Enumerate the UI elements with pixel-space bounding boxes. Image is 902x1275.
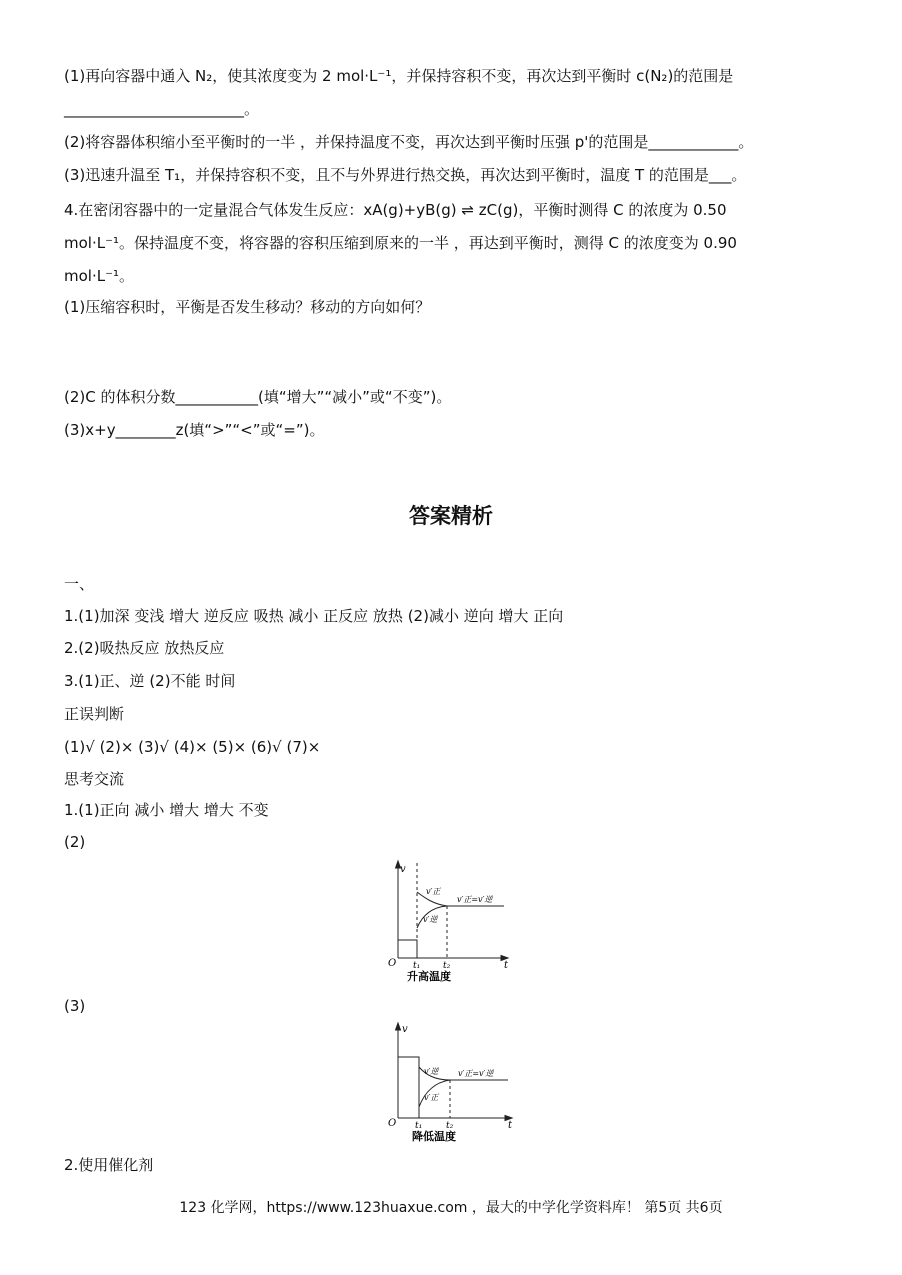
v-axis-label: v — [400, 864, 406, 875]
t2-label: t₂ — [443, 961, 451, 971]
t-axis-label: t — [508, 1120, 513, 1131]
t2-label: t₂ — [446, 1121, 454, 1131]
answer-section-1: 一、 — [64, 575, 95, 593]
question-4-stem-cont: mol·L⁻¹。保持温度不变，将容器的容积压缩到原来的一半 ，再达到平衡时，测得 C 的浓度变为 0.90 — [64, 234, 737, 252]
answer-1: 1.(1)加深 变浅 增大 逆反应 吸热 减小 正反应 放热 (2)减小 逆向 增大 正向 — [64, 607, 564, 625]
upper-curve-label: v′正 — [426, 887, 441, 896]
graph-caption: 降低温度 — [412, 1130, 456, 1143]
t1-label: t₁ — [415, 1121, 423, 1131]
question-4-stem: 4.在密闭容器中的一定量混合气体发生反应：xA(g)+yB(g) ⇌ zC(g)，平衡时测得 C 的浓度为 0.50 — [64, 201, 727, 219]
answer-section-title: 答案精析 — [409, 504, 493, 528]
think-answer-2: 2.使用催化剂 — [64, 1156, 154, 1174]
answer-blank: ________________________。 — [64, 100, 260, 118]
graph-caption: 升高温度 — [407, 970, 451, 983]
question-4-stem-end: mol·L⁻¹。 — [64, 267, 135, 285]
question-4-3: (3)x+y________z(填“>”“<”或“=”)。 — [64, 421, 325, 439]
think-answer-1: 1.(1)正向 减小 增大 增大 不变 — [64, 801, 269, 819]
page-footer: 123 化学网，https://www.123huaxue.com ，最大的中学化学资料库！ 第5页 共6页 — [179, 1200, 723, 1216]
question-3-1: (1)再向容器中通入 N₂，使其浓度变为 2 mol·L⁻¹，并保持容积不变，再次达到平衡时 c(N₂)的范围是 — [64, 67, 734, 85]
origin-label: O — [388, 958, 397, 969]
lower-curve-label: v′逆 — [423, 915, 438, 924]
section-think: 思考交流 — [64, 770, 125, 788]
equilibrium-label: v′正=v′逆 — [458, 1069, 494, 1078]
think-answer-2-label: (2) — [64, 833, 86, 851]
section-true-false: 正误判断 — [64, 705, 125, 723]
question-4-2: (2)C 的体积分数___________(填“增大”“减小”或“不变”)。 — [64, 388, 452, 406]
upper-curve-label: v′逆 — [424, 1067, 439, 1076]
true-false-answers: (1)√ (2)× (3)√ (4)× (5)× (6)√ (7)× — [64, 738, 321, 756]
t1-label: t₁ — [413, 961, 421, 971]
question-4-1: (1)压缩容积时，平衡是否发生移动？移动的方向如何？ — [64, 298, 431, 316]
equilibrium-label: v′正=v′逆 — [457, 895, 493, 904]
lower-curve-label: v′正 — [424, 1093, 439, 1102]
rate-time-graph-cooling — [380, 1020, 520, 1148]
question-3-2: (2)将容器体积缩小至平衡时的一半 ，并保持温度不变，再次达到平衡时压强 p'的范围是____________。 — [64, 133, 754, 151]
rate-time-graph-heating — [380, 858, 520, 986]
question-3-3: (3)迅速升温至 T₁，并保持容积不变，且不与外界进行热交换，再次达到平衡时，温度 T 的范围是___。 — [64, 166, 747, 184]
think-answer-3-label: (3) — [64, 997, 86, 1015]
answer-3: 3.(1)正、逆 (2)不能 时间 — [64, 672, 236, 690]
answer-2: 2.(2)吸热反应 放热反应 — [64, 639, 225, 657]
t-axis-label: t — [504, 960, 509, 971]
origin-label: O — [388, 1118, 397, 1129]
v-axis-label: v — [402, 1024, 408, 1035]
